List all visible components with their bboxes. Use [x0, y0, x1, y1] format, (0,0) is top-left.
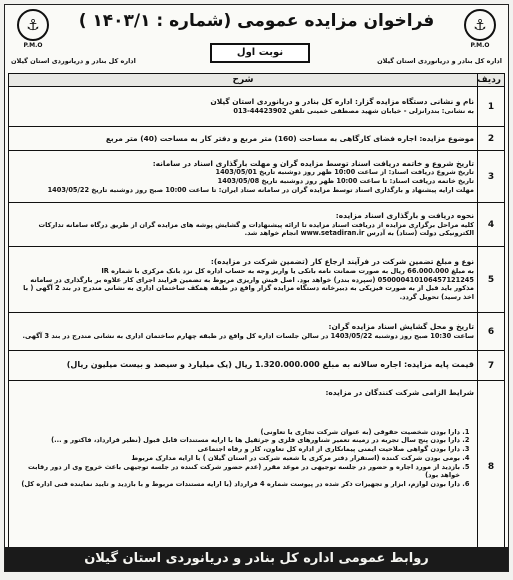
row-description [9, 151, 478, 203]
list-item: 4. بومی بودن شرکت کننده (استقرار دفتر مرکزی یا شعبه شرکت در استان گیلان ) با ارایه مدارک مربوط [12, 454, 460, 463]
row-line: کلیه مراحل برگزاری مزایده از دریافت اسناد مزایده تا ارائه پیشنهادات و گشایش پوشه های مزایده گران از طریق درگاه سامانه تدارکات الکترونیکی دولت (ستاد) به آدرس www.setadiran.ir انجام خواهد شد. [38, 220, 474, 238]
row-line: به مبلغ 66.000.000 ریال به صورت ضمانت نامه بانکی یا واریز وجه به حساب اداره کل نزد بانک مرکزی با شماره IR 050000410106457121245 (سپرده بندر) خواهد بود. اصل فیش واریزی مربوط به تضمین فرایند اجرای کار علاوه بر بارگذاری در سامانه مذکور باید قبل از به صورت فیزیکی به دبیرخانه دستگاه مزایده گزار واقع در طبقه همکف ساختمان اداری به نشانی مندرج در بند 2 آگهی ( با اخذ رسید) تحویل گردد. [23, 266, 474, 302]
list-item: 5. بازدید از مورد اجاره و حضور در جلسه توجیهی در موعد مقرر (عدم حضور شرکت کننده در جلسه توجیهی باعث خروج وی از دور رقابت خواهد بود) [12, 463, 460, 480]
logo-left [11, 9, 55, 49]
row-description [9, 381, 478, 553]
row-title: نام و نشانی دستگاه مزایده گزار: اداره کل بنادر و دریانوردی استان گیلان [210, 97, 474, 107]
row-line: ساعت 10:30 صبح روز دوشنبه 1403/05/22 در سالن جلسات اداره کل واقع در طبقه چهارم ساختمان اداری به نشانی مندرج در بند 3 آگهی. [22, 332, 474, 341]
table-row [9, 151, 505, 203]
table-row [9, 247, 505, 313]
anchor-emblem-icon: ⚓ [17, 9, 49, 41]
list-item: 3. دارا بودن گواهی صلاحیت ایمنی پیمانکاری از اداره کل تعاون، کار و رفاه اجتماعی [12, 445, 460, 454]
row-number: 5 [478, 247, 505, 313]
row-description [9, 351, 478, 381]
logo-label: P.M.O [23, 42, 43, 49]
row-title: تاریخ شروع و خاتمه دریافت اسناد توسط مزایده گران و مهلت بارگذاری اسناد در سامانه: [152, 158, 474, 168]
row-title: شرایط الزامی شرکت کنندگان در مزایده: [325, 388, 474, 397]
org-name-left: اداره کل بنادر و دریانوردی استان گیلان [11, 57, 136, 65]
row-title: تاریخ و محل گشایش اسناد مزایده گران: [328, 322, 474, 332]
org-name-right: اداره کل بنادر و دریانوردی استان گیلان [377, 57, 502, 65]
table-row [9, 87, 505, 127]
table-row [9, 351, 505, 381]
row-number: 6 [478, 313, 505, 351]
row-number: 8 [478, 381, 505, 553]
notice-table [8, 73, 505, 553]
row-line: به نشانی: بندرانزلی - خیابان شهید مصطفی خمینی تلفن 44423902-013 [233, 107, 474, 116]
row-description [9, 313, 478, 351]
tender-notice [4, 4, 509, 572]
row-description [9, 87, 478, 127]
public-relations-footer: روابط عمومی اداره کل بنادر و دریانوردی استان گیلان [5, 547, 508, 571]
col-header-description: شرح [9, 74, 478, 87]
row-description [9, 127, 478, 151]
table-row [9, 313, 505, 351]
row-number: 1 [478, 87, 505, 127]
table-row [9, 127, 505, 151]
row-title: نوع و مبلغ تضمین شرکت در فرآیند ارجاع کار (تضمین شرکت در مزایده): [210, 257, 474, 267]
row-number: 4 [478, 203, 505, 247]
row-line: تاریخ شروع دریافت اسناد: از ساعت 10:00 ظهر روز دوشنبه تاریخ 1403/05/01 [215, 168, 474, 177]
row-number: 2 [478, 127, 505, 151]
col-header-row-number: ردیف [478, 74, 505, 87]
logo-label: P.M.O [470, 42, 490, 49]
row-number: 3 [478, 151, 505, 203]
row-description [9, 247, 478, 313]
row-number: 7 [478, 351, 505, 381]
notice-title: فراخوان مزایده عمومی (شماره : ۱۴۰۳/۱ ) [78, 11, 435, 31]
list-item: 6. دارا بودن لوازم، ابزار و تجهیزات ذکر شده در پیوست شماره 4 قرارداد (با ارایه مستندات مربوط و با بازدید و تایید نماینده فنی اداره کل) [12, 480, 460, 489]
row-title: موضوع مزایده: اجاره فضای کارگاهی به مساحت (160) متر مربع و دفتر کار به مساحت (40) متر مربع [105, 133, 474, 143]
list-item: 1. دارا بودن شخصیت حقوقی (به عنوان شرکت تجاری یا تعاونی) [12, 428, 460, 437]
logo-right [458, 9, 502, 49]
row-line: تاریخ خاتمه دریافت اسناد: تا ساعت 10:00 ظهر روز دوشنبه تاریخ 1403/05/08 [217, 177, 474, 186]
round-badge: نوبت اول [210, 43, 310, 63]
row-title: قیمت پایه مزایده: اجاره سالانه به مبلغ 1.320.000.000 ریال (یک میلیارد و سیصد و بیست میلیون ریال) [66, 360, 474, 370]
anchor-emblem-icon: ⚓ [464, 9, 496, 41]
table-row [9, 203, 505, 247]
requirements-list [12, 428, 474, 489]
row-title: نحوه دریافت و بارگذاری اسناد مزایده: [335, 210, 474, 220]
list-item: 2. دارا بودن پنج سال تجربه در زمینه تعمیر شناورهای فلزی و جرثقیل ها با ارایه مستندات قابل قبول (نظیر قرارداد، فاکتور و ...) [12, 436, 460, 445]
table-row [9, 381, 505, 553]
notice-header [5, 5, 508, 75]
table-header-row [9, 74, 505, 87]
row-description [9, 203, 478, 247]
row-line: مهلت ارایه پیشنهاد و بارگذاری اسناد توسط مزایده گران در سامانه ستاد ایران: تا ساعت 10:00 صبح روز دوشنبه تاریخ 1403/05/22 [47, 185, 474, 194]
